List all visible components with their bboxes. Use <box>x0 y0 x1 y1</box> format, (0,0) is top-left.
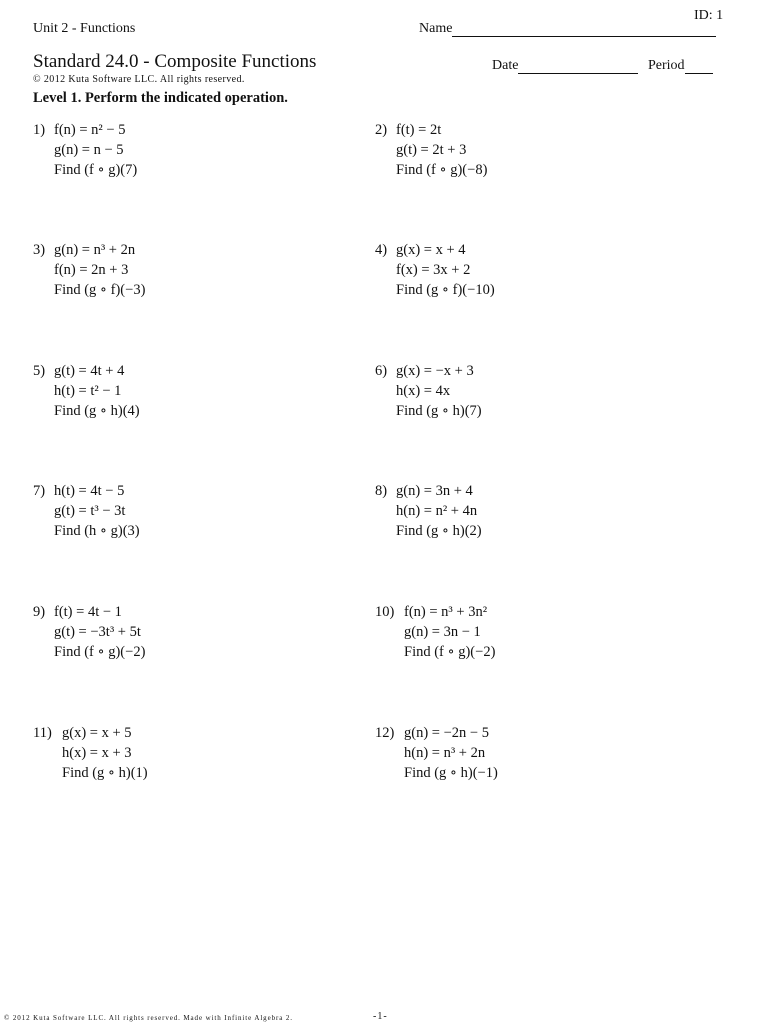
problem-12 <box>375 723 498 783</box>
problem-number: 5) <box>33 363 46 379</box>
problem-1 <box>33 120 137 180</box>
problem-10 <box>375 602 495 662</box>
problem-line: h(t) = t² − 1 <box>54 383 122 399</box>
problem-line: Find (f ∘ g)(7) <box>54 162 138 178</box>
problem-line: Find (g ∘ h)(4) <box>54 403 140 419</box>
instructions: Level 1. Perform the indicated operation. <box>33 90 288 106</box>
problem-line: h(n) = n³ + 2n <box>404 745 486 761</box>
period-blank <box>685 60 713 74</box>
worksheet-id: ID: 1 <box>694 8 724 23</box>
problem-4 <box>375 240 495 300</box>
problem-line: Find (g ∘ h)(2) <box>396 523 482 539</box>
problem-number: 12) <box>375 725 395 741</box>
problem-number: 8) <box>375 483 388 499</box>
problem-line: Find (g ∘ f)(−3) <box>54 282 146 298</box>
problem-7 <box>33 481 140 541</box>
problem-8 <box>375 481 482 541</box>
name-field <box>419 21 716 37</box>
problem-line: h(x) = 4x <box>396 383 451 399</box>
problem-line: g(n) = 3n + 4 <box>396 483 473 499</box>
date-label: Date <box>492 58 519 73</box>
problem-line: Find (f ∘ g)(−2) <box>404 644 496 660</box>
problem-line: h(t) = 4t − 5 <box>54 483 125 499</box>
problem-line: g(n) = n − 5 <box>54 142 124 158</box>
name-blank <box>452 23 716 37</box>
problem-number: 4) <box>375 242 388 258</box>
problem-number: 3) <box>33 242 46 258</box>
problem-number: 10) <box>375 604 395 620</box>
problem-5 <box>33 361 140 421</box>
problem-line: g(t) = −3t³ + 5t <box>54 624 141 640</box>
unit-label: Unit 2 - Functions <box>33 21 136 36</box>
problem-line: f(n) = n² − 5 <box>54 122 126 138</box>
problem-line: Find (f ∘ g)(−8) <box>396 162 488 178</box>
name-label: Name <box>419 21 453 36</box>
problem-line: g(x) = x + 5 <box>62 725 132 741</box>
problem-number: 2) <box>375 122 388 138</box>
problem-number: 9) <box>33 604 46 620</box>
problem-line: Find (g ∘ h)(1) <box>62 765 148 781</box>
page-number: -1- <box>373 1011 388 1022</box>
problem-line: Find (f ∘ g)(−2) <box>54 644 146 660</box>
copyright-notice: © 2012 Kuta Software LLC. All rights reserved. <box>33 74 245 85</box>
problem-2 <box>375 120 487 180</box>
problem-line: Find (g ∘ f)(−10) <box>396 282 495 298</box>
problem-line: h(x) = x + 3 <box>62 745 132 761</box>
problem-number: 6) <box>375 363 388 379</box>
problem-11 <box>33 723 148 783</box>
problem-number: 11) <box>33 725 52 741</box>
period-label: Period <box>647 58 685 73</box>
problem-number: 7) <box>33 483 46 499</box>
problem-9 <box>33 602 145 662</box>
problem-line: g(x) = x + 4 <box>396 242 466 258</box>
problem-line: g(t) = 2t + 3 <box>396 142 467 158</box>
problem-line: Find (g ∘ h)(7) <box>396 403 482 419</box>
problem-line: f(x) = 3x + 2 <box>396 262 471 278</box>
problem-line: Find (g ∘ h)(−1) <box>404 765 498 781</box>
problem-line: f(n) = 2n + 3 <box>54 262 129 278</box>
problem-number: 1) <box>33 122 46 138</box>
footer-copyright: © 2012 Kuta Software LLC. All rights reserved. Made with Infinite Algebra 2. <box>4 1014 293 1022</box>
problem-line: g(t) = t³ − 3t <box>54 503 126 519</box>
date-blank <box>518 60 638 74</box>
problem-line: f(t) = 2t <box>396 122 442 138</box>
problem-line: g(n) = 3n − 1 <box>404 624 481 640</box>
problem-6 <box>375 361 482 421</box>
problem-line: g(x) = −x + 3 <box>396 363 474 379</box>
problem-line: f(t) = 4t − 1 <box>54 604 122 620</box>
problem-3 <box>33 240 145 300</box>
problem-line: g(n) = −2n − 5 <box>404 725 489 741</box>
problem-line: h(n) = n² + 4n <box>396 503 478 519</box>
problem-line: g(t) = 4t + 4 <box>54 363 125 379</box>
page-title: Standard 24.0 - Composite Functions <box>33 51 317 72</box>
problem-line: g(n) = n³ + 2n <box>54 242 136 258</box>
date-period-field <box>492 58 713 74</box>
problem-line: f(n) = n³ + 3n² <box>404 604 488 620</box>
problem-line: Find (h ∘ g)(3) <box>54 523 140 539</box>
